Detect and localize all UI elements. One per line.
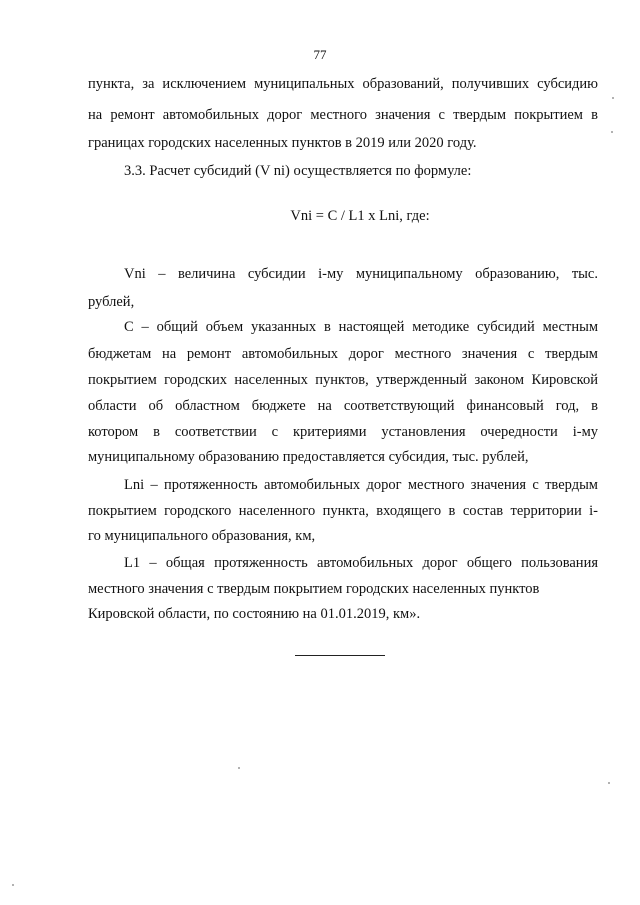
def-c-line-3: покрытием городских населенных пунктов, утвержденный законом Кировской bbox=[88, 372, 598, 388]
scan-speck bbox=[608, 782, 610, 784]
def-lni-line-1: Lni – протяженность автомобильных дорог местного значения с твердым bbox=[124, 477, 598, 493]
intro-line-1: пункта, за исключением муниципальных образований, получивших субсидию bbox=[88, 76, 598, 92]
intro-line-2: на ремонт автомобильных дорог местного значения с твердым покрытием в bbox=[88, 107, 598, 123]
scan-speck bbox=[12, 884, 14, 886]
def-c-line-6: муниципальному образованию предоставляется субсидия, тыс. рублей, bbox=[88, 449, 529, 465]
def-l1-line-3: Кировской области, по состоянию на 01.01.2019, км». bbox=[88, 606, 421, 622]
def-vni-line-1: Vni – величина субсидии i-му муниципальному образованию, тыс. bbox=[124, 266, 598, 282]
scan-speck bbox=[238, 767, 240, 769]
closing-rule bbox=[295, 655, 385, 656]
scan-speck bbox=[611, 131, 613, 133]
scan-speck bbox=[612, 97, 614, 99]
def-l1-line-2: местного значения с твердым покрытием городских населенных пунктов bbox=[88, 581, 540, 597]
def-c-line-4: области об областном бюджете на соответствующий финансовый год, в bbox=[88, 398, 598, 414]
intro-line-3: границах городских населенных пунктов в 2019 или 2020 году. bbox=[88, 135, 477, 151]
def-vni-line-2: рублей, bbox=[88, 294, 135, 310]
def-l1-line-1: L1 – общая протяженность автомобильных дорог общего пользования bbox=[124, 555, 598, 571]
def-lni-line-3: го муниципального образования, км, bbox=[88, 528, 316, 544]
formula: Vni = С / L1 х Lni, где: bbox=[290, 208, 430, 224]
def-c-line-5: котором в соответствии с критериями установления очередности i-му bbox=[88, 424, 598, 440]
page-number: 77 bbox=[313, 47, 327, 62]
def-lni-line-2: покрытием городского населенного пункта, входящего в состав территории i- bbox=[88, 503, 598, 519]
def-c-line-1: С – общий объем указанных в настоящей методике субсидий местным bbox=[124, 319, 598, 335]
def-c-line-2: бюджетам на ремонт автомобильных дорог местного значения с твердым bbox=[88, 346, 598, 362]
section-heading: 3.3. Расчет субсидий (V ni) осуществляется по формуле: bbox=[124, 163, 472, 179]
